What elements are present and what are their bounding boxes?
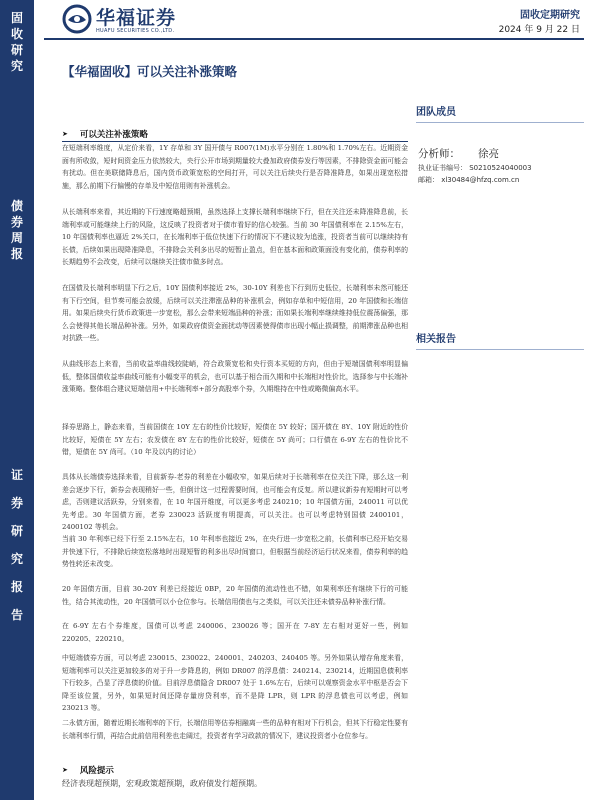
paragraph-long-rates: 从长端利率来看，其近期的下行速度略超预期，虽然选择上支撑长端利率继续下行，但在关注还未降准降息前，长端利率或可能继续上行的风险，这反映了投资者对于债市看好的信心较强。当前 30 年国债利率在 2.15%左右，10 年国债利率也逼近 2%关口，在长端利率于低位快速下行的情况下不建议较为追涨，投资者当前可以继续持有长债，后续如果出现降准降息，不排除会关利多出尽的短暂止盈点，但在基本面和政策面没有变化前，债券利率的长期趋势不会改变，后续可以继续关注债市做多时点。 (62, 208, 408, 267)
paragraph-bond-selection: 择券思路上，静态来看，当前国债在 10Y 左右的性价比较好，短债在 5Y 较好；国开债在 8Y、10Y 附近的性价比较好，短债在 5Y 左右；农发债在 8Y 左右的性价比较好，短债在 5Y 尚可；口行债在 6-9Y 左右的性价比不错，短债在 5Y 尚可。（10 年及以内的讨论） (62, 423, 408, 457)
paragraph-20y-treasury: 20 年国债方面，目前 30-20Y 利差已经接近 0BP，20 年国债的流动性也不错，如果利率还有继续下行的可能性，结合其流动性，20 年国债可以小仓位参与。长端信用债也与之类似，可以关注还未债券品种补涨行情。 (62, 585, 408, 606)
paragraph-30y-rate: 当前 30 年利率已经下行至 2.15%左右，10 年利率也接近 2%，在央行进一步宽松之前，长债利率已经开始交易并快速下行，不排除后续宽松落地时出现短暂的利多出尽时间窗口，但根据当前经济运行状况来看，债券利率的趋势性转还未改变。 (62, 535, 408, 569)
sidebar-label-securities-report: 证 券 研 究 报 告 (10, 468, 23, 622)
paragraph-long-bond-choice: 具体从长端债券选择来看，目前新券-老券的利差在小幅收窄，如果后续对于长端利率在位关注下降，那么这一利差会逐步下行，新券会表现稍好一些，但倒计这一过程需要时间，也可能会有反复。所以建议新券有短期时可以考虑，否则建议活跃券，分别来看，在 10 年国开维度，可以更多考虑 240210；10 年国债方面，240011 可以优先考虑。30 年国债方面，老券 230023 活跃度有明提高，可以关注。也可以考虑特别国债 2400101，2400102 等机会。 (62, 473, 408, 532)
logo-english-name: HUAFU SECURITIES CO.,LTD. (96, 28, 175, 34)
analyst-email[interactable]: 邮箱： xl30484@hfzq.com.cn (418, 176, 520, 184)
section-heading-risk (62, 764, 114, 776)
sidebar-label-bond-weekly: 债 券 周 报 (10, 199, 23, 261)
team-members-label: 团队成员 (416, 107, 456, 118)
logo-chinese-name: 华福证券 (96, 7, 177, 29)
section-heading-main-label: 可以关注补涨策略 (79, 130, 148, 140)
huafu-logo-icon (62, 4, 92, 34)
sidebar-label-fixed-income: 固 收 研 究 (10, 11, 23, 73)
paragraph-short-bonds: 中短端债券方面，可以考虑 230015、230022、240001、240203、240405 等。另外如果认增存角度来看，短端利率可以关注更加较多的对于升一步降息的，例如 DR007 的浮息债：240214、230214，近期国息债利率下行较多，凸显了浮息债的价值。目前浮息债隐含 DR007 处于 1.6%左右，后续可以观察资金水平中枢是否会下降至该位置，另外，如果短时间还降存量房贷利率，而不是降 LPR，则 LPR 的浮息债也可以考虑，例如 230213 等。 (62, 654, 408, 713)
analyst-role: 分析师： (418, 148, 460, 160)
related-reports-heading (416, 330, 584, 347)
related-reports-label: 相关报告 (416, 334, 456, 345)
page-title: 【华福固收】可以关注补涨策略 (62, 64, 238, 79)
report-date: 2024 年 9 月 22 日 (498, 25, 580, 35)
paragraph-short-rates: 在短端利率维度，从定价来看，1Y 存单和 3Y 国开债与 R007(1M)水平分别在 1.80%和 1.70%左右。近期资金面有所收敛，短时间资金压力依然较大，央行公开市场到期量较大叠加政府债券发行等因素，不排除资金面可能会有扰动。但在美联储降息后，国内货币政策宽松的空间打开，可以关注后续央行是否降准降息，如果出现宽松措施，那么前期下行偏慢的存单及中短信用则有补涨机会。 (62, 144, 408, 190)
arrow-icon: ➤ (62, 130, 68, 138)
team-members-heading (416, 103, 584, 120)
related-heading-underline (416, 349, 584, 350)
left-sidebar (0, 0, 34, 800)
paragraph-curve-shape: 从曲线形态上来看，当前收益率曲线较陡峭，符合政策宽松和央行资本买短的方向，但由于短端国债利率明显偏低，整体国债收益率曲线可能有小幅变平的机会，也可以基于相合而久期和中长端相对性价比，选择参与中长端补涨策略。整体组合建议短端信用+中长端利率+部分高股率个券，久期维持在中性或略微偏高水平。 (62, 360, 408, 394)
risk-warning-text: 经济表现超预期，宏观政策超预期，政府债发行超预期。 (62, 779, 262, 788)
section-heading-risk-label: 风险提示 (79, 766, 114, 776)
section-heading-main (62, 128, 148, 140)
analyst-certificate: 执业证书编号： S0210524040003 (418, 164, 532, 172)
paragraph-perpetual-bonds: 二永债方面，随着近期长端利率的下行，长端信用等估券相融离一些的品种有相对下行机会，但其下行稳定性要有长端利率行情，再结合此前信用利差也走阔过，投资者有学习政款的情况下，建议投资者小仓位参与。 (62, 719, 408, 740)
arrow-icon: ➤ (62, 766, 68, 774)
team-heading-underline (416, 122, 584, 123)
paragraph-catch-up: 在国债及长端利率明显下行之后，10Y 国债利率接近 2%，30-10Y 利差也下行到历史低位，长端利率未然可能还有下行空间，但节奏可能会放缓，后续可以关注滞涨品种的补涨机会，例如存单和中短信用，20 年国债和长端信用。如果后续央行货币政策进一步宽松，那么会带来短端品种的补涨；而如果长端利率继续维持低位震荡偏强，那么会使得其他长端品种补涨。另外，如果政府债资金面扰动等因素使得债市出现小幅止损调整，前期滞涨品种也相对抗跌一些。 (62, 284, 408, 343)
analyst-name: 徐亮 (478, 148, 499, 160)
report-type: 固收定期研究 (520, 10, 580, 21)
paragraph-6-9y-bonds: 在 6-9Y 左右个券维度，国债可以考虑 240006、230026 等；国开在 7-8Y 左右相对更好一些，例如 220205、220210。 (62, 622, 408, 643)
huafu-logo (62, 4, 202, 38)
header-divider (44, 38, 584, 40)
